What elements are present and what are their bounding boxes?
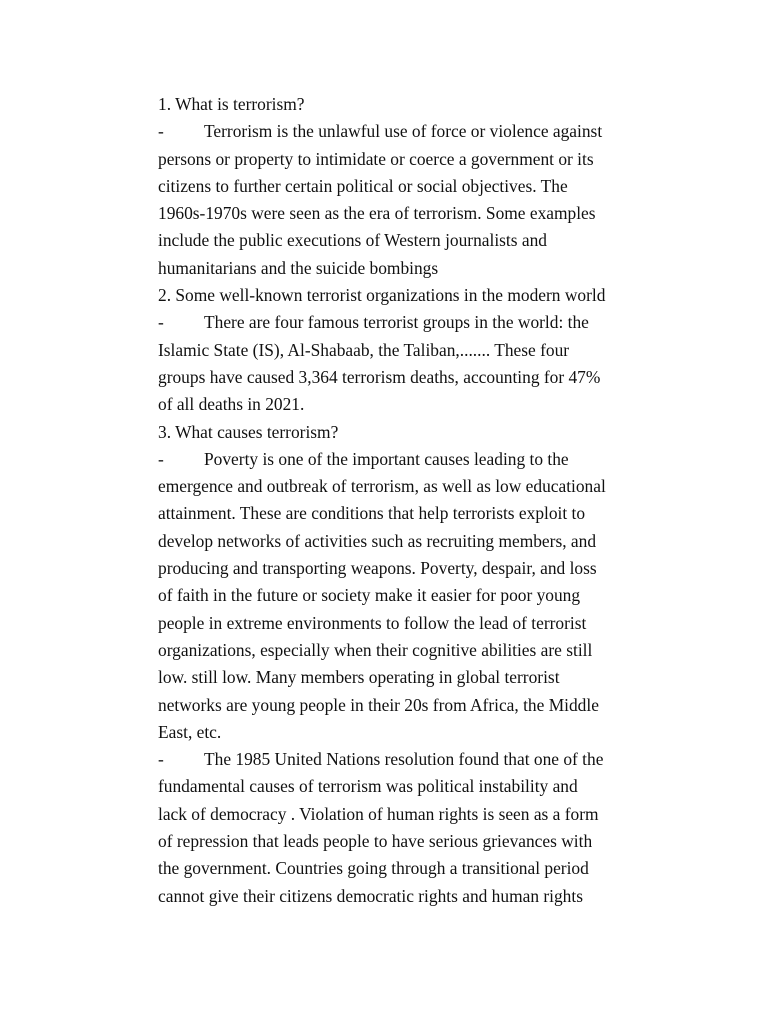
body-line: include the public executions of Western journalists and: [158, 230, 547, 251]
document-page: [158, 91, 688, 910]
body-line: producing and transporting weapons. Poverty, despair, and loss: [158, 558, 597, 579]
body-line: develop networks of activities such as recruiting members, and: [158, 530, 597, 551]
body-line: of repression that leads people to have serious grievances with: [158, 831, 593, 852]
bullet-line: [158, 746, 688, 773]
bullet-line: [158, 118, 688, 145]
body-line: 1960s-1970s were seen as the era of terrorism. Some examples: [158, 203, 596, 224]
body-line: Islamic State (IS), Al-Shabaab, the Taliban,....... These four: [158, 339, 570, 360]
bullet-text: There are four famous terrorist groups in the world: the: [204, 312, 589, 333]
body-line: emergence and outbreak of terrorism, as well as low educational: [158, 476, 606, 497]
body-line: fundamental causes of terrorism was political instability and: [158, 776, 578, 797]
bullet-text: The 1985 United Nations resolution found that one of the: [204, 749, 604, 770]
bullet-dash: -: [158, 749, 164, 770]
bullet-line: [158, 309, 688, 336]
bullet-dash: -: [158, 448, 164, 469]
body-line: persons or property to intimidate or coerce a government or its: [158, 148, 594, 169]
bullet-line: [158, 446, 688, 473]
body-line: people in extreme environments to follow the lead of terrorist: [158, 612, 587, 633]
body-line: East, etc.: [158, 721, 222, 742]
body-line: lack of democracy . Violation of human rights is seen as a form: [158, 803, 599, 824]
body-line: low. still low. Many members operating in global terrorist: [158, 667, 560, 688]
bullet-dash: -: [158, 312, 164, 333]
body-line: humanitarians and the suicide bombings: [158, 257, 439, 278]
section-heading: 3. What causes terrorism?: [158, 421, 339, 442]
bullet-text: Terrorism is the unlawful use of force or violence against: [204, 121, 603, 142]
body-line: the government. Countries going through a transitional period: [158, 858, 589, 879]
body-line: cannot give their citizens democratic rights and human rights: [158, 885, 583, 906]
body-line: of faith in the future or society make it easier for poor young: [158, 585, 581, 606]
section-heading: 1. What is terrorism?: [158, 94, 305, 114]
body-line: citizens to further certain political or social objectives. The: [158, 175, 568, 196]
bullet-dash: -: [158, 121, 164, 142]
section-heading: 2. Some well-known terrorist organizations in the modern world: [158, 285, 606, 306]
bullet-text: Poverty is one of the important causes leading to the: [204, 448, 569, 469]
body-line: networks are young people in their 20s from Africa, the Middle: [158, 694, 599, 715]
body-line: attainment. These are conditions that help terrorists exploit to: [158, 503, 586, 524]
body-line: groups have caused 3,364 terrorism deaths, accounting for 47%: [158, 366, 601, 387]
body-line: organizations, especially when their cognitive abilities are still: [158, 639, 593, 660]
body-line: of all deaths in 2021.: [158, 394, 305, 415]
